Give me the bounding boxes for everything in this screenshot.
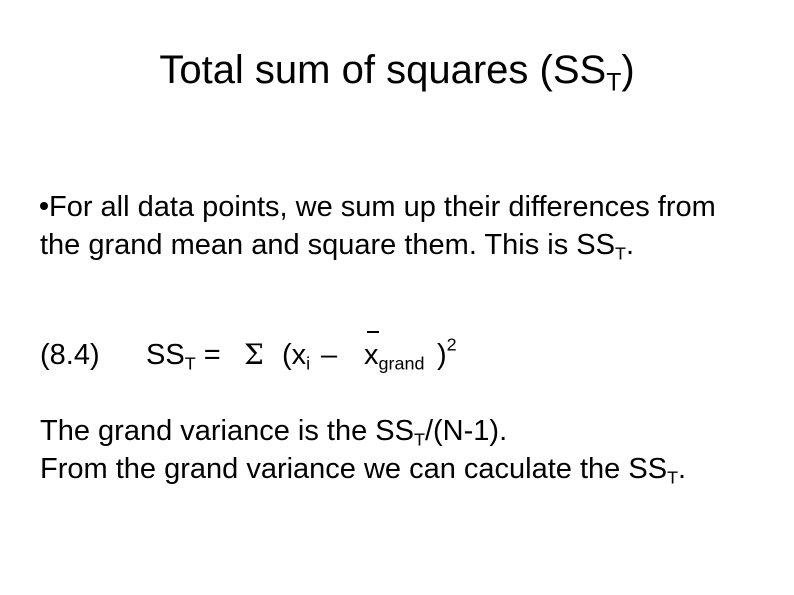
formula-open-text: (x — [282, 339, 307, 371]
formula-equals: = — [195, 339, 221, 371]
formula-open-term — [282, 336, 310, 374]
closing-line1-subscript: T — [413, 429, 425, 450]
title-subscript: T — [606, 69, 622, 97]
formula-lhs-subscript: T — [184, 353, 196, 374]
formula-number: (8.4) — [40, 339, 100, 371]
bullet-dot-icon — [40, 202, 48, 210]
formula-i-subscript: i — [306, 353, 311, 374]
closing-line2 — [40, 453, 687, 488]
slide-title — [0, 44, 794, 96]
formula-close-text: ) — [437, 339, 447, 371]
closing-line2-text: From the grand variance we can caculate the SS — [40, 453, 668, 485]
closing-paragraph — [40, 412, 760, 488]
formula-xbar-text: x — [364, 339, 379, 371]
closing-line1-end: /(N-1). — [424, 415, 508, 447]
closing-line1-text: The grand variance is the SS — [40, 415, 414, 447]
bullet-subscript: T — [614, 243, 626, 264]
formula-close-term — [437, 336, 457, 374]
xbar-overline — [367, 331, 379, 333]
closing-line2-subscript: T — [667, 467, 679, 488]
closing-line1 — [40, 415, 508, 450]
formula-minus: – — [321, 339, 338, 371]
title-close: ) — [621, 48, 635, 92]
title-text: Total sum of squares (SS — [159, 48, 607, 92]
bullet-paragraph — [40, 188, 760, 264]
formula-8-4 — [0, 336, 794, 386]
bullet-text: For all data points, we sum up their differences from the grand mean and square them. This is SS — [40, 191, 716, 261]
closing-line2-end: . — [678, 453, 687, 485]
formula-lhs — [146, 336, 221, 374]
formula-grand-subscript: grand — [378, 353, 425, 374]
bullet-end: . — [625, 229, 635, 261]
formula-square-superscript: 2 — [446, 334, 457, 355]
formula-xbar-term — [364, 336, 424, 374]
sigma-symbol: Σ — [244, 338, 264, 371]
formula-lhs-text: SS — [146, 339, 185, 371]
